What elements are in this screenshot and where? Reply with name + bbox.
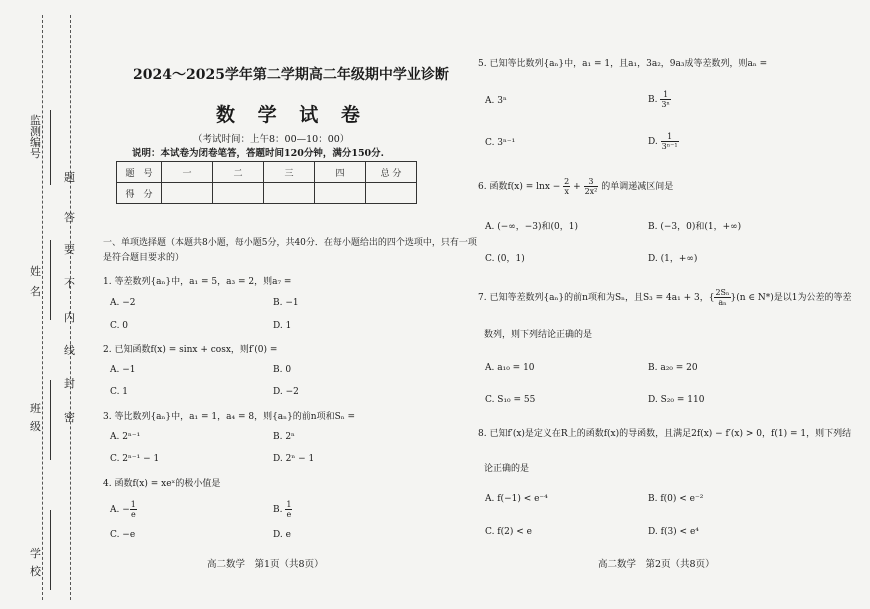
- page1-footer: 高二数学 第1页（共8页）: [207, 559, 324, 570]
- question-4-option-a-fraction: [130, 500, 137, 519]
- question-4-stem: 4. 函数f(x) = xeˣ的极小值是: [103, 479, 221, 489]
- score-header-1: 一: [162, 162, 213, 183]
- question-7-option-c: C. S₁₀ = 55: [485, 395, 536, 405]
- question-7-stem-post: }(n ∈ N*)是以1为公差的等差: [730, 293, 852, 303]
- score-header-2: 二: [213, 162, 264, 183]
- fraction-denominator: 3ⁿ: [661, 100, 670, 109]
- score-row-label: 得 分: [117, 183, 162, 204]
- margin-label-name: 姓名: [30, 265, 41, 298]
- binding-line-inner: [70, 15, 71, 600]
- fraction-numerator: 1: [286, 500, 292, 509]
- question-8-option-b: B. f(0) < e⁻²: [648, 494, 704, 504]
- question-2-stem: 2. 已知函数f(x) = sinx + cosx，则f′(0) =: [103, 345, 278, 355]
- question-3-option-b: B. 2ⁿ: [273, 432, 295, 442]
- fraction-numerator: 1: [130, 500, 136, 509]
- question-6-plus-sign: +: [573, 182, 581, 192]
- question-7-stem: [478, 288, 852, 307]
- score-header-label: 题 号: [117, 162, 162, 183]
- question-8-option-d: D. f(3) < e⁴: [648, 527, 699, 537]
- question-6-stem-pre: 6. 函数f(x) = lnx −: [478, 182, 561, 192]
- fraction-denominator: aₙ: [718, 298, 727, 307]
- question-6-stem-post: 的单调递减区间是: [601, 182, 674, 192]
- question-8-option-a: A. f(−1) < e⁻⁴: [485, 494, 548, 504]
- score-header-4: 四: [315, 162, 366, 183]
- question-8-stem-line2: 论正确的是: [484, 464, 530, 474]
- binding-line-outer: [42, 15, 43, 600]
- fraction-numerator: 1: [661, 132, 679, 142]
- seal-char-4: 内: [64, 311, 75, 324]
- question-2-option-d: D. −2: [273, 387, 299, 397]
- fill-line-name: [50, 240, 51, 320]
- question-5-option-d-fraction: [661, 132, 679, 151]
- section1-instructions-line1: 一、单项选择题（本题共8小题，每小题5分，共40分．在每小题给出的四个选项中，只有一项: [103, 238, 477, 248]
- question-3-stem: 3. 等比数列{aₙ}中，a₁ = 1，a₄ = 8，则{aₙ}的前n项和Sₙ =: [103, 412, 356, 422]
- fraction-numerator: 1: [660, 90, 671, 100]
- question-4-option-d: D. e: [273, 530, 291, 540]
- question-6-option-c: C. (0，1): [485, 254, 525, 264]
- score-cell-4[interactable]: [315, 183, 366, 204]
- question-4-option-c: C. −e: [110, 530, 136, 540]
- question-6-fraction-1: [563, 177, 570, 196]
- page1-subject-title: 数 学 试 卷: [216, 104, 368, 126]
- seal-char-0: 题: [64, 171, 75, 184]
- question-7-stem-line2: 数列，则下列结论正确的是: [484, 330, 593, 340]
- page1-exam-note: 说明：本试卷为闭卷笔答，答题时间120分钟，满分150分.: [132, 148, 384, 159]
- page1-exam-time: （考试时间：上午8：00—10：00）: [193, 134, 350, 145]
- score-cell-2[interactable]: [213, 183, 264, 204]
- seal-char-5: 线: [64, 344, 75, 357]
- question-3-option-d: D. 2ⁿ − 1: [273, 454, 315, 464]
- seal-char-7: 密: [64, 411, 75, 424]
- question-1-stem: 1. 等差数列{aₙ}中，a₁ = 5，a₃ = 2，则a₇ =: [103, 277, 292, 287]
- fraction-numerator: 2: [564, 177, 570, 186]
- question-5-option-d-label: D.: [648, 137, 661, 147]
- score-table: [116, 161, 417, 204]
- score-header-3: 三: [264, 162, 315, 183]
- margin-label-school: 学校: [30, 547, 41, 578]
- margin-label-exam-no: 监测编号: [30, 114, 41, 160]
- question-6-stem: [478, 177, 673, 196]
- score-table-score-row: [117, 183, 417, 204]
- question-2-option-a: A. −1: [110, 365, 136, 375]
- page2-footer: 高二数学 第2页（共8页）: [598, 559, 715, 570]
- question-7-option-b: B. a₂₀ = 20: [648, 363, 698, 373]
- fraction-denominator: 3ⁿ⁻¹: [661, 142, 678, 151]
- score-cell-total[interactable]: [366, 183, 417, 204]
- fill-line-exam-no: [50, 110, 51, 185]
- question-1-option-d: D. 1: [273, 321, 292, 331]
- question-4-option-b: [273, 500, 292, 519]
- question-2-option-c: C. 1: [110, 387, 129, 397]
- score-table-header-row: [117, 162, 417, 183]
- question-2-option-b: B. 0: [273, 365, 292, 375]
- question-8-stem: 8. 已知f′(x)是定义在R上的函数f(x)的导函数，且满足2f(x) − f′(x) > 0，f(1) = 1，则下列结: [478, 429, 852, 439]
- question-4-option-b-fraction: [285, 500, 292, 519]
- score-cell-3[interactable]: [264, 183, 315, 204]
- score-cell-1[interactable]: [162, 183, 213, 204]
- question-1-option-b: B. −1: [273, 298, 299, 308]
- fraction-denominator: e: [130, 510, 136, 519]
- seal-char-1: 答: [64, 211, 75, 224]
- question-7-option-a: A. a₁₀ = 10: [485, 363, 535, 373]
- fraction-denominator: e: [286, 510, 292, 519]
- question-3-option-c: C. 2ⁿ⁻¹ − 1: [110, 454, 160, 464]
- question-7-option-d: D. S₂₀ = 110: [648, 395, 705, 405]
- question-5-option-c: C. 3ⁿ⁻¹: [485, 138, 516, 148]
- question-5-stem: 5. 已知等比数列{aₙ}中，a₁ = 1，且a₁，3a₂，9a₃成等差数列，则aₙ =: [478, 59, 768, 69]
- question-8-option-c: C. f(2) < e: [485, 527, 532, 537]
- seal-char-2: 要: [64, 243, 75, 256]
- question-5-option-b-fraction: [660, 90, 671, 109]
- seal-char-3: 不: [64, 277, 75, 290]
- fraction-numerator: 3: [584, 177, 599, 187]
- section1-instructions-line2: 是符合题目要求的）: [103, 253, 185, 263]
- question-6-option-d: D. (1，+∞): [648, 254, 698, 264]
- question-5-option-b: [648, 90, 671, 109]
- question-4-option-a-label: A. −: [110, 505, 130, 515]
- question-1-option-c: C. 0: [110, 321, 129, 331]
- fraction-denominator: 2x²: [584, 187, 598, 196]
- fraction-denominator: x: [564, 187, 569, 196]
- seal-char-6: 封: [64, 377, 75, 390]
- question-1-option-a: A. −2: [110, 298, 136, 308]
- fill-line-class: [50, 380, 51, 460]
- question-7-stem-pre: 7. 已知等差数列{aₙ}的前n项和为Sₙ，且S₃ = 4a₁ + 3，{: [478, 293, 715, 303]
- question-7-fraction: [714, 288, 730, 307]
- question-4-option-a: [110, 500, 137, 519]
- margin-label-class: 班级: [30, 402, 41, 433]
- question-3-option-a: A. 2ⁿ⁻¹: [110, 432, 141, 442]
- question-5-option-a: A. 3ⁿ: [485, 96, 507, 106]
- question-4-option-b-label: B.: [273, 505, 286, 515]
- question-5-option-d: [648, 132, 679, 151]
- question-6-option-a: A. (−∞，−3)和(0，1): [485, 222, 579, 232]
- page1-exam-title: 2024～2025学年第二学期高二年级期中学业诊断: [133, 67, 449, 83]
- question-6-fraction-2: [584, 177, 599, 196]
- score-header-total: 总 分: [366, 162, 417, 183]
- question-6-option-b: B. (−3，0)和(1，+∞): [648, 222, 742, 232]
- fill-line-school: [50, 510, 51, 590]
- fraction-numerator: 2Sₙ: [715, 288, 730, 297]
- question-5-option-b-label: B.: [648, 95, 661, 105]
